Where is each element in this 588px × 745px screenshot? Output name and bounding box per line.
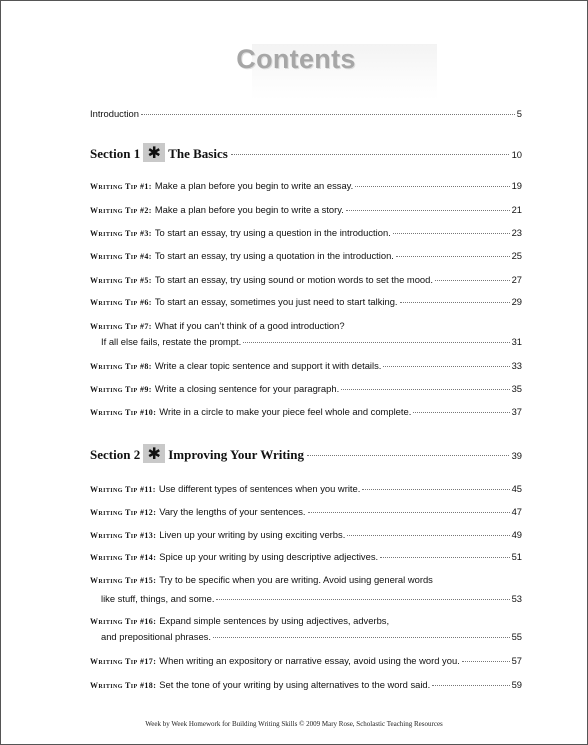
toc-tip-7-continued[interactable] (101, 336, 522, 347)
tip-text: Expand simple sentences by using adjectives, adverbs, (159, 615, 390, 626)
toc-section-2[interactable] (90, 444, 522, 463)
toc-introduction[interactable] (90, 108, 522, 119)
toc-tip-12[interactable] (90, 506, 522, 517)
leader-dots (383, 366, 509, 367)
page-number: 39 (511, 450, 522, 461)
toc-entry-label: Introduction (90, 108, 139, 119)
toc-tip-10[interactable] (90, 406, 522, 417)
leader-dots (347, 535, 509, 536)
toc-tip-3[interactable] (90, 227, 522, 238)
page-number: 31 (511, 336, 522, 347)
toc-tip-18[interactable] (90, 679, 522, 690)
page-number: 27 (511, 274, 522, 285)
tip-text: Liven up your writing by using exciting verbs. (159, 529, 346, 540)
tip-text: Spice up your writing by using descriptive adjectives. (159, 551, 379, 562)
page-number: 29 (511, 296, 522, 307)
tip-label: Writing Tip #18: (90, 681, 157, 690)
tip-text-continued: like stuff, things, and some. (101, 593, 215, 604)
tip-text: To start an essay, try using a question in the introduction. (154, 227, 391, 238)
toc-tip-13[interactable] (90, 529, 522, 540)
tip-label: Writing Tip #1: (90, 182, 152, 191)
tip-label: Writing Tip #5: (90, 276, 152, 285)
asterisk-icon: ✱ (143, 444, 165, 463)
toc-tip-1[interactable] (90, 180, 522, 191)
leader-dots (355, 186, 509, 187)
leader-dots (243, 342, 509, 343)
tip-text: Set the tone of your writing by using alternatives to the word said. (159, 679, 431, 690)
page-number: 59 (511, 679, 522, 690)
tip-text-continued: and prepositional phrases. (101, 631, 211, 642)
toc-tip-15[interactable] (90, 574, 522, 585)
page-number: 45 (511, 483, 522, 494)
tip-text: Write a clear topic sentence and support it with details. (154, 360, 382, 371)
page-number: 53 (511, 593, 522, 604)
tip-label: Writing Tip #11: (90, 485, 156, 494)
tip-label: Writing Tip #14: (90, 553, 157, 562)
leader-dots (307, 455, 509, 456)
page-number: 33 (511, 360, 522, 371)
page-title: Contents (236, 44, 356, 74)
toc-tip-8[interactable] (90, 360, 522, 371)
leader-dots (400, 302, 510, 303)
tip-text: Try to be specific when you are writing. Avoid using general words (159, 574, 433, 585)
leader-dots (308, 512, 510, 513)
tip-label: Writing Tip #2: (90, 206, 152, 215)
tip-text-continued: If all else fails, restate the prompt. (101, 336, 242, 347)
section-label: Section 2 (90, 447, 141, 462)
leader-dots (346, 210, 510, 211)
toc-tip-16[interactable] (90, 615, 522, 626)
toc-tip-17[interactable] (90, 655, 522, 666)
page-number: 37 (511, 406, 522, 417)
asterisk-icon: ✱ (143, 143, 165, 162)
leader-dots (213, 637, 510, 638)
toc-tip-7[interactable] (90, 320, 522, 331)
toc-tip-15-continued[interactable] (101, 593, 522, 604)
page-number: 23 (511, 227, 522, 238)
toc-tip-11[interactable] (90, 483, 522, 494)
leader-dots (462, 661, 510, 662)
toc-tip-4[interactable] (90, 250, 522, 261)
tip-label: Writing Tip #15: (90, 576, 157, 585)
leader-dots (216, 599, 509, 600)
tip-label: Writing Tip #8: (90, 362, 152, 371)
tip-text: To start an essay, try using a quotation in the introduction. (154, 250, 394, 261)
toc-tip-6[interactable] (90, 296, 522, 307)
page-number: 57 (511, 655, 522, 666)
tip-label: Writing Tip #6: (90, 298, 152, 307)
leader-dots (231, 154, 509, 155)
tip-label: Writing Tip #10: (90, 408, 157, 417)
tip-label: Writing Tip #17: (90, 657, 157, 666)
tip-label: Writing Tip #9: (90, 385, 152, 394)
tip-text: Write a closing sentence for your paragraph. (154, 383, 340, 394)
leader-dots (396, 256, 510, 257)
tip-text: To start an essay, sometimes you just need to start talking. (154, 296, 398, 307)
leader-dots (141, 114, 515, 115)
page-number: 35 (511, 383, 522, 394)
page-number: 19 (511, 180, 522, 191)
leader-dots (362, 489, 509, 490)
tip-text: To start an essay, try using sound or motion words to set the mood. (154, 274, 433, 285)
page-number: 5 (516, 108, 522, 119)
leader-dots (393, 233, 510, 234)
toc-tip-5[interactable] (90, 274, 522, 285)
tip-text: When writing an expository or narrative essay, avoid using the word you. (159, 655, 460, 666)
tip-text: What if you can’t think of a good introduction? (154, 320, 345, 331)
leader-dots (435, 280, 510, 281)
tip-label: Writing Tip #7: (90, 322, 152, 331)
leader-dots (380, 557, 509, 558)
page-number: 10 (511, 149, 522, 160)
toc-section-1[interactable] (90, 143, 522, 162)
page-number: 25 (511, 250, 522, 261)
toc-tip-2[interactable] (90, 204, 522, 215)
tip-text: Make a plan before you begin to write an essay. (154, 180, 354, 191)
tip-label: Writing Tip #13: (90, 531, 157, 540)
tip-text: Write in a circle to make your piece feel whole and complete. (159, 406, 412, 417)
section-name: Improving Your Writing (168, 447, 305, 462)
tip-text: Use different types of sentences when you write. (158, 483, 361, 494)
tip-label: Writing Tip #12: (90, 508, 157, 517)
page-footer: Week by Week Homework for Building Writing Skills © 2009 Mary Rose, Scholastic Teaching Resources (145, 720, 443, 728)
page-number: 51 (511, 551, 522, 562)
page-number: 21 (511, 204, 522, 215)
toc-tip-16-continued[interactable] (101, 631, 522, 642)
tip-text: Vary the lengths of your sentences. (159, 506, 306, 517)
section-name: The Basics (168, 146, 228, 161)
toc-tip-9[interactable] (90, 383, 522, 394)
page-number: 49 (511, 529, 522, 540)
tip-label: Writing Tip #4: (90, 252, 152, 261)
tip-label: Writing Tip #16: (90, 617, 157, 626)
tip-label: Writing Tip #3: (90, 229, 152, 238)
leader-dots (413, 412, 509, 413)
page-number: 55 (511, 631, 522, 642)
page-number: 47 (511, 506, 522, 517)
leader-dots (432, 685, 509, 686)
section-label: Section 1 (90, 146, 141, 161)
toc-tip-14[interactable] (90, 551, 522, 562)
tip-text: Make a plan before you begin to write a story. (154, 204, 344, 215)
leader-dots (341, 389, 509, 390)
